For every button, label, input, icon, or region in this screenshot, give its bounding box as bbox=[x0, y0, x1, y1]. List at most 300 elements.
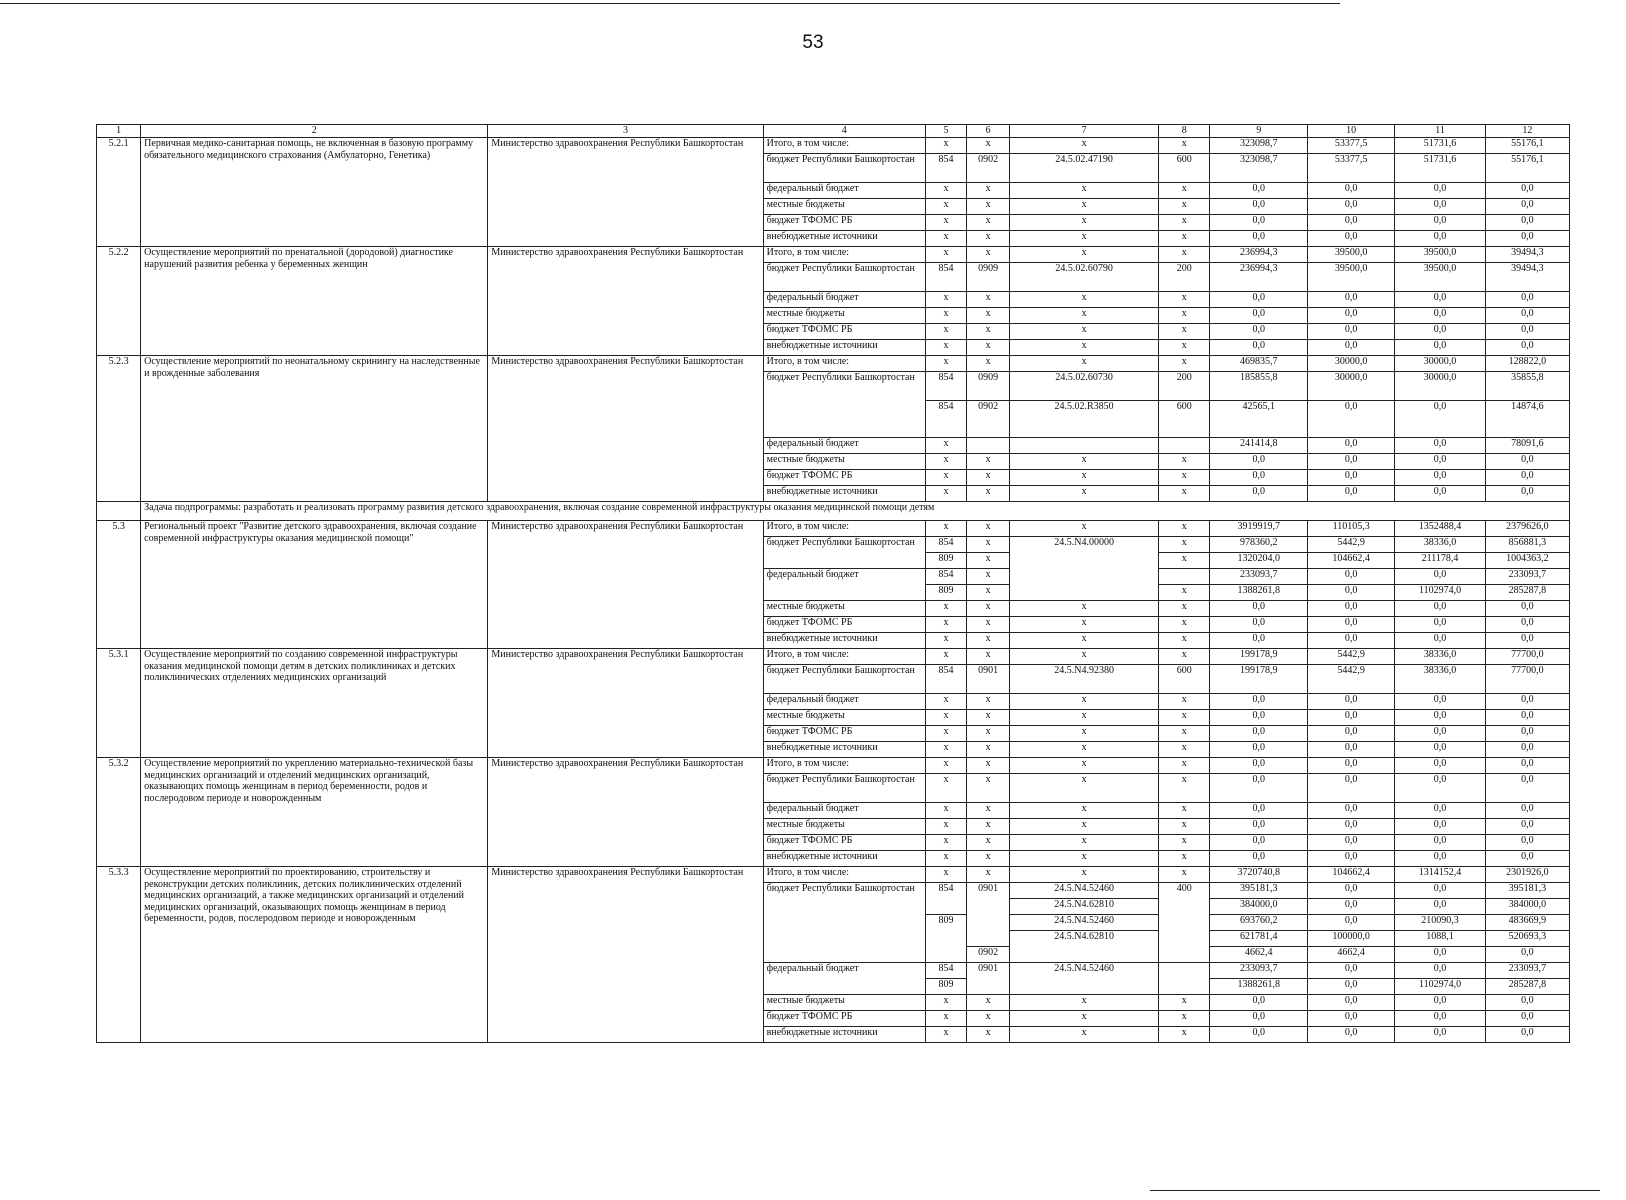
cell-value: 0,0 bbox=[1395, 835, 1485, 851]
cell: x bbox=[1010, 1027, 1159, 1043]
cell: 854 bbox=[925, 372, 966, 401]
source-label: местные бюджеты bbox=[763, 199, 925, 215]
source-label: федеральный бюджет bbox=[763, 292, 925, 308]
cell-value: 0,0 bbox=[1395, 401, 1485, 438]
col-header: 12 bbox=[1485, 125, 1569, 138]
cell-value: 185855,8 bbox=[1210, 372, 1308, 401]
cell-value: 0,0 bbox=[1210, 758, 1308, 774]
cell-value: 0,0 bbox=[1395, 899, 1485, 915]
cell-value: 0,0 bbox=[1210, 694, 1308, 710]
cell-value: 0,0 bbox=[1308, 324, 1395, 340]
cell-value: 483669,9 bbox=[1485, 915, 1569, 931]
cell: x bbox=[967, 995, 1010, 1011]
cell-value: 0,0 bbox=[1395, 470, 1485, 486]
cell: x bbox=[925, 356, 966, 372]
cell-value: 241414,8 bbox=[1210, 438, 1308, 454]
cell: x bbox=[967, 247, 1010, 263]
cell: 24.5.02.60790 bbox=[1010, 263, 1159, 292]
cell-value: 0,0 bbox=[1210, 835, 1308, 851]
cell-value: 0,0 bbox=[1485, 742, 1569, 758]
cell: x bbox=[925, 486, 966, 502]
cell: x bbox=[1010, 710, 1159, 726]
cell-value: 0,0 bbox=[1308, 851, 1395, 867]
cell: x bbox=[1010, 308, 1159, 324]
cell: x bbox=[925, 867, 966, 883]
table-row bbox=[97, 247, 1570, 263]
source-label: бюджет ТФОМС РБ bbox=[763, 835, 925, 851]
cell-value: 0,0 bbox=[1308, 231, 1395, 247]
cell: x bbox=[1010, 758, 1159, 774]
cell-value: 384000,0 bbox=[1210, 899, 1308, 915]
col-header: 6 bbox=[967, 125, 1010, 138]
cell-value: 39500,0 bbox=[1395, 263, 1485, 292]
cell: x bbox=[925, 649, 966, 665]
source-label: местные бюджеты bbox=[763, 601, 925, 617]
cell-value: 0,0 bbox=[1308, 963, 1395, 979]
cell-value: 0,0 bbox=[1210, 601, 1308, 617]
cell: x bbox=[1010, 231, 1159, 247]
cell-value: 0,0 bbox=[1485, 199, 1569, 215]
cell-value: 469835,7 bbox=[1210, 356, 1308, 372]
cell: x bbox=[1010, 995, 1159, 1011]
cell-value: 77700,0 bbox=[1485, 665, 1569, 694]
source-label: Итого, в том числе: bbox=[763, 649, 925, 665]
cell: x bbox=[925, 1027, 966, 1043]
cell-value: 0,0 bbox=[1308, 915, 1395, 931]
source-label: внебюджетные источники bbox=[763, 340, 925, 356]
cell-value: 323098,7 bbox=[1210, 154, 1308, 183]
cell-value: 0,0 bbox=[1308, 979, 1395, 995]
cell: 0901 bbox=[967, 883, 1010, 947]
cell: x bbox=[967, 340, 1010, 356]
cell: 24.5.02.60730 bbox=[1010, 372, 1159, 401]
cell-value: 35855,8 bbox=[1485, 372, 1569, 401]
cell-value: 0,0 bbox=[1210, 470, 1308, 486]
top-border-line bbox=[0, 3, 1340, 4]
source-label: федеральный бюджет bbox=[763, 963, 925, 995]
cell-value: 199178,9 bbox=[1210, 665, 1308, 694]
source-label: федеральный бюджет bbox=[763, 803, 925, 819]
cell-value: 0,0 bbox=[1485, 308, 1569, 324]
cell: x bbox=[967, 356, 1010, 372]
cell: x bbox=[925, 247, 966, 263]
cell-value: 0,0 bbox=[1308, 340, 1395, 356]
cell-value: 4662,4 bbox=[1210, 947, 1308, 963]
responsible-executor: Министерство здравоохранения Республики Башкортостан bbox=[488, 247, 763, 356]
cell: x bbox=[925, 710, 966, 726]
cell-value: 395181,3 bbox=[1210, 883, 1308, 899]
source-label: внебюджетные источники bbox=[763, 742, 925, 758]
cell: x bbox=[967, 867, 1010, 883]
cell-value: 0,0 bbox=[1308, 995, 1395, 1011]
cell-value: 0,0 bbox=[1395, 819, 1485, 835]
cell-value: 42565,1 bbox=[1210, 401, 1308, 438]
cell: 600 bbox=[1159, 401, 1210, 438]
cell-value: 39500,0 bbox=[1308, 247, 1395, 263]
cell: x bbox=[1010, 470, 1159, 486]
cell-value: 0,0 bbox=[1485, 726, 1569, 742]
cell-value: 30000,0 bbox=[1395, 372, 1485, 401]
cell-value: 0,0 bbox=[1308, 633, 1395, 649]
responsible-executor: Министерство здравоохранения Республики Башкортостан bbox=[488, 867, 763, 1043]
cell: x bbox=[1159, 486, 1210, 502]
cell-value: 55176,1 bbox=[1485, 138, 1569, 154]
cell: x bbox=[1010, 521, 1159, 537]
cell-value: 0,0 bbox=[1485, 803, 1569, 819]
cell: x bbox=[1159, 835, 1210, 851]
source-label: бюджет Республики Башкортостан bbox=[763, 263, 925, 292]
cell-value: 0,0 bbox=[1395, 231, 1485, 247]
responsible-executor: Министерство здравоохранения Республики Башкортостан bbox=[488, 649, 763, 758]
cell-value: 4662,4 bbox=[1308, 947, 1395, 963]
cell: 854 bbox=[925, 665, 966, 694]
cell: x bbox=[1159, 199, 1210, 215]
cell: x bbox=[1159, 774, 1210, 803]
cell: x bbox=[1010, 138, 1159, 154]
cell: x bbox=[1159, 803, 1210, 819]
cell-value: 0,0 bbox=[1395, 454, 1485, 470]
cell-value: 0,0 bbox=[1308, 1011, 1395, 1027]
cell: x bbox=[1159, 851, 1210, 867]
cell: x bbox=[1010, 486, 1159, 502]
cell: x bbox=[1159, 324, 1210, 340]
cell-value: 0,0 bbox=[1210, 1027, 1308, 1043]
source-label: внебюджетные источники bbox=[763, 1027, 925, 1043]
cell-value: 0,0 bbox=[1485, 454, 1569, 470]
item-name: Региональный проект "Развитие детского здравоохранения, включая создание современной инфраструктуры оказания медицинской помощи" bbox=[141, 521, 488, 649]
cell: 200 bbox=[1159, 263, 1210, 292]
cell: 0901 bbox=[967, 665, 1010, 694]
cell: x bbox=[1010, 694, 1159, 710]
cell-value: 978360,2 bbox=[1210, 537, 1308, 553]
cell-value: 30000,0 bbox=[1395, 356, 1485, 372]
item-number: 5.3.2 bbox=[97, 758, 141, 867]
cell-value: 38336,0 bbox=[1395, 649, 1485, 665]
cell-value: 0,0 bbox=[1395, 617, 1485, 633]
cell: x bbox=[925, 1011, 966, 1027]
cell: x bbox=[1159, 742, 1210, 758]
source-label: бюджет Республики Башкортостан bbox=[763, 154, 925, 183]
cell: x bbox=[925, 694, 966, 710]
cell-value: 0,0 bbox=[1485, 710, 1569, 726]
cell: x bbox=[967, 292, 1010, 308]
cell: x bbox=[1010, 292, 1159, 308]
cell: x bbox=[1159, 710, 1210, 726]
cell-value: 0,0 bbox=[1395, 963, 1485, 979]
cell: x bbox=[967, 183, 1010, 199]
cell-value: 0,0 bbox=[1308, 1027, 1395, 1043]
cell: x bbox=[1010, 356, 1159, 372]
cell-value: 0,0 bbox=[1308, 470, 1395, 486]
cell-value: 1088,1 bbox=[1395, 931, 1485, 947]
cell-value: 0,0 bbox=[1395, 726, 1485, 742]
cell-value: 0,0 bbox=[1308, 710, 1395, 726]
cell-value: 100000,0 bbox=[1308, 931, 1395, 947]
cell-value: 1004363,2 bbox=[1485, 553, 1569, 569]
cell-value: 1388261,8 bbox=[1210, 585, 1308, 601]
cell: 854 bbox=[925, 154, 966, 183]
cell-value: 0,0 bbox=[1395, 803, 1485, 819]
cell: x bbox=[1159, 183, 1210, 199]
item-number: 5.3.3 bbox=[97, 867, 141, 1043]
col-header: 5 bbox=[925, 125, 966, 138]
cell: 809 bbox=[925, 585, 966, 601]
cell: 400 bbox=[1159, 883, 1210, 963]
cell: x bbox=[925, 454, 966, 470]
cell-value: 0,0 bbox=[1210, 851, 1308, 867]
cell: x bbox=[967, 324, 1010, 340]
cell-value: 39494,3 bbox=[1485, 263, 1569, 292]
cell-value: 0,0 bbox=[1210, 742, 1308, 758]
source-label: местные бюджеты bbox=[763, 819, 925, 835]
cell: x bbox=[925, 742, 966, 758]
cell-value: 0,0 bbox=[1395, 694, 1485, 710]
cell: x bbox=[925, 819, 966, 835]
cell: x bbox=[967, 569, 1010, 585]
cell-value: 236994,3 bbox=[1210, 247, 1308, 263]
cell: x bbox=[1010, 1011, 1159, 1027]
source-label: внебюджетные источники bbox=[763, 633, 925, 649]
source-label: Итого, в том числе: bbox=[763, 521, 925, 537]
cell: x bbox=[1159, 470, 1210, 486]
cell-value: 0,0 bbox=[1210, 819, 1308, 835]
item-name: Первичная медико-санитарная помощь, не включенная в базовую программу обязательного медицинского страхования (Амбулаторно, Генетика) bbox=[141, 138, 488, 247]
cell: x bbox=[925, 138, 966, 154]
cell bbox=[1159, 569, 1210, 585]
responsible-executor: Министерство здравоохранения Республики Башкортостан bbox=[488, 758, 763, 867]
cell-value: 1314152,4 bbox=[1395, 867, 1485, 883]
source-label: федеральный бюджет bbox=[763, 569, 925, 601]
cell: x bbox=[925, 340, 966, 356]
cell: x bbox=[1159, 819, 1210, 835]
cell: x bbox=[925, 803, 966, 819]
cell: x bbox=[925, 470, 966, 486]
cell: x bbox=[967, 470, 1010, 486]
cell-value: 0,0 bbox=[1395, 486, 1485, 502]
cell: x bbox=[967, 454, 1010, 470]
cell: x bbox=[967, 803, 1010, 819]
cell-value: 0,0 bbox=[1210, 803, 1308, 819]
cell: x bbox=[1159, 867, 1210, 883]
cell: x bbox=[1159, 247, 1210, 263]
cell-value: 0,0 bbox=[1210, 486, 1308, 502]
cell-value: 323098,7 bbox=[1210, 138, 1308, 154]
cell-value: 110105,3 bbox=[1308, 521, 1395, 537]
cell-value: 2379626,0 bbox=[1485, 521, 1569, 537]
cell: x bbox=[1010, 742, 1159, 758]
cell: x bbox=[1159, 649, 1210, 665]
source-label: бюджет ТФОМС РБ bbox=[763, 617, 925, 633]
item-number: 5.2.3 bbox=[97, 356, 141, 502]
cell-value: 0,0 bbox=[1308, 308, 1395, 324]
col-header: 11 bbox=[1395, 125, 1485, 138]
cell-value: 285287,8 bbox=[1485, 979, 1569, 995]
source-label: федеральный бюджет bbox=[763, 694, 925, 710]
cell bbox=[1159, 963, 1210, 995]
cell-value: 38336,0 bbox=[1395, 537, 1485, 553]
source-label: бюджет ТФОМС РБ bbox=[763, 215, 925, 231]
cell: 24.5.N4.00000 bbox=[1010, 537, 1159, 601]
cell-value: 0,0 bbox=[1395, 324, 1485, 340]
source-label: местные бюджеты bbox=[763, 995, 925, 1011]
cell: x bbox=[1159, 521, 1210, 537]
cell-value: 233093,7 bbox=[1210, 963, 1308, 979]
cell-value: 0,0 bbox=[1210, 726, 1308, 742]
cell-value: 0,0 bbox=[1210, 340, 1308, 356]
source-label: внебюджетные источники bbox=[763, 231, 925, 247]
cell-value: 0,0 bbox=[1485, 819, 1569, 835]
cell-value: 0,0 bbox=[1308, 617, 1395, 633]
source-label: бюджет Республики Башкортостан bbox=[763, 537, 925, 569]
cell-value: 53377,5 bbox=[1308, 154, 1395, 183]
cell: 24.5.N4.52460 bbox=[1010, 883, 1159, 899]
responsible-executor: Министерство здравоохранения Республики Башкортостан bbox=[488, 138, 763, 247]
cell-value: 199178,9 bbox=[1210, 649, 1308, 665]
cell-value: 1102974,0 bbox=[1395, 585, 1485, 601]
cell-value: 5442,9 bbox=[1308, 537, 1395, 553]
cell-value: 0,0 bbox=[1308, 438, 1395, 454]
cell: x bbox=[1159, 537, 1210, 553]
cell: x bbox=[967, 553, 1010, 569]
cell-value: 395181,3 bbox=[1485, 883, 1569, 899]
cell: x bbox=[1010, 340, 1159, 356]
cell: 0902 bbox=[967, 401, 1010, 438]
cell: 24.5.N4.62810 bbox=[1010, 899, 1159, 915]
cell-value: 0,0 bbox=[1395, 308, 1485, 324]
cell: x bbox=[1010, 199, 1159, 215]
cell-value: 78091,6 bbox=[1485, 438, 1569, 454]
cell: x bbox=[925, 995, 966, 1011]
source-label: Итого, в том числе: bbox=[763, 758, 925, 774]
cell-value: 0,0 bbox=[1210, 1011, 1308, 1027]
cell-value: 0,0 bbox=[1395, 851, 1485, 867]
cell-value: 2301926,0 bbox=[1485, 867, 1569, 883]
cell: x bbox=[925, 601, 966, 617]
bottom-border-line bbox=[1150, 1190, 1600, 1191]
cell-value: 0,0 bbox=[1485, 340, 1569, 356]
cell: x bbox=[1159, 617, 1210, 633]
task-row bbox=[97, 502, 1570, 521]
responsible-executor: Министерство здравоохранения Республики Башкортостан bbox=[488, 521, 763, 649]
cell-value: 104662,4 bbox=[1308, 553, 1395, 569]
cell-value: 0,0 bbox=[1485, 601, 1569, 617]
cell-value: 0,0 bbox=[1395, 947, 1485, 963]
cell: x bbox=[967, 694, 1010, 710]
cell: x bbox=[1010, 454, 1159, 470]
cell: x bbox=[925, 774, 966, 803]
cell: x bbox=[1010, 803, 1159, 819]
cell-value: 0,0 bbox=[1485, 1027, 1569, 1043]
cell-value: 0,0 bbox=[1308, 199, 1395, 215]
cell-value: 285287,8 bbox=[1485, 585, 1569, 601]
cell-value: 0,0 bbox=[1210, 454, 1308, 470]
cell-value: 0,0 bbox=[1308, 774, 1395, 803]
cell: x bbox=[1010, 819, 1159, 835]
cell-value: 0,0 bbox=[1308, 726, 1395, 742]
cell-value: 0,0 bbox=[1485, 995, 1569, 1011]
cell-value: 30000,0 bbox=[1308, 372, 1395, 401]
cell: 809 bbox=[925, 553, 966, 569]
cell: x bbox=[1010, 867, 1159, 883]
cell-value: 0,0 bbox=[1210, 633, 1308, 649]
cell: x bbox=[967, 649, 1010, 665]
cell: x bbox=[967, 521, 1010, 537]
cell: x bbox=[1159, 340, 1210, 356]
table-row bbox=[97, 649, 1570, 665]
cell: x bbox=[925, 308, 966, 324]
col-header: 9 bbox=[1210, 125, 1308, 138]
cell-value: 0,0 bbox=[1395, 883, 1485, 899]
source-label: внебюджетные источники bbox=[763, 486, 925, 502]
cell: x bbox=[967, 308, 1010, 324]
cell-value: 0,0 bbox=[1308, 215, 1395, 231]
source-label: местные бюджеты bbox=[763, 308, 925, 324]
cell-value: 128822,0 bbox=[1485, 356, 1569, 372]
cell-value: 14874,6 bbox=[1485, 401, 1569, 438]
cell: x bbox=[1159, 454, 1210, 470]
col-header: 8 bbox=[1159, 125, 1210, 138]
cell-value: 210090,3 bbox=[1395, 915, 1485, 931]
col-header: 2 bbox=[141, 125, 488, 138]
source-label: местные бюджеты bbox=[763, 454, 925, 470]
cell: 24.5.02.R3850 bbox=[1010, 401, 1159, 438]
cell: x bbox=[1159, 585, 1210, 601]
cell: x bbox=[967, 199, 1010, 215]
cell-value: 0,0 bbox=[1308, 819, 1395, 835]
cell-value: 0,0 bbox=[1395, 633, 1485, 649]
cell-value: 384000,0 bbox=[1485, 899, 1569, 915]
source-label: федеральный бюджет bbox=[763, 438, 925, 454]
cell-value: 0,0 bbox=[1210, 710, 1308, 726]
cell-value: 0,0 bbox=[1485, 617, 1569, 633]
cell-value: 0,0 bbox=[1395, 340, 1485, 356]
cell-value: 0,0 bbox=[1485, 183, 1569, 199]
col-header: 10 bbox=[1308, 125, 1395, 138]
cell-value: 51731,6 bbox=[1395, 138, 1485, 154]
cell bbox=[1159, 438, 1210, 454]
cell-value: 0,0 bbox=[1308, 183, 1395, 199]
cell-value: 0,0 bbox=[1308, 835, 1395, 851]
cell-value: 0,0 bbox=[1210, 324, 1308, 340]
cell-value: 0,0 bbox=[1308, 585, 1395, 601]
item-name: Осуществление мероприятий по проектированию, строительству и реконструкции детских поликлиник, детских поликлинических отделений медицинских организаций, а также медицинских организаций и отделений медицинских организаций, оказывающих помощь женщинам в период беременности, родов, послеродовом периоде и новорожденным bbox=[141, 867, 488, 1043]
item-name: Осуществление мероприятий по неонатальному скринингу на наследственные и врожденные заболевания bbox=[141, 356, 488, 502]
cell-value: 1388261,8 bbox=[1210, 979, 1308, 995]
cell-value: 0,0 bbox=[1395, 183, 1485, 199]
cell: x bbox=[967, 231, 1010, 247]
cell-value: 0,0 bbox=[1485, 758, 1569, 774]
cell: 854 bbox=[925, 883, 966, 915]
cell-value: 0,0 bbox=[1210, 231, 1308, 247]
cell: x bbox=[967, 633, 1010, 649]
cell: x bbox=[967, 215, 1010, 231]
responsible-executor: Министерство здравоохранения Республики Башкортостан bbox=[488, 356, 763, 502]
cell-value: 0,0 bbox=[1395, 215, 1485, 231]
cell bbox=[967, 438, 1010, 454]
cell-value: 0,0 bbox=[1210, 995, 1308, 1011]
source-label: бюджет ТФОМС РБ bbox=[763, 1011, 925, 1027]
cell: x bbox=[1010, 726, 1159, 742]
cell-value: 39500,0 bbox=[1308, 263, 1395, 292]
cell-value: 0,0 bbox=[1308, 803, 1395, 819]
cell-value: 1352488,4 bbox=[1395, 521, 1485, 537]
cell: x bbox=[967, 601, 1010, 617]
source-label: Итого, в том числе: bbox=[763, 138, 925, 154]
cell-value: 0,0 bbox=[1485, 215, 1569, 231]
source-label: Итого, в том числе: bbox=[763, 247, 925, 263]
source-label: бюджет ТФОМС РБ bbox=[763, 324, 925, 340]
cell-value: 236994,3 bbox=[1210, 263, 1308, 292]
